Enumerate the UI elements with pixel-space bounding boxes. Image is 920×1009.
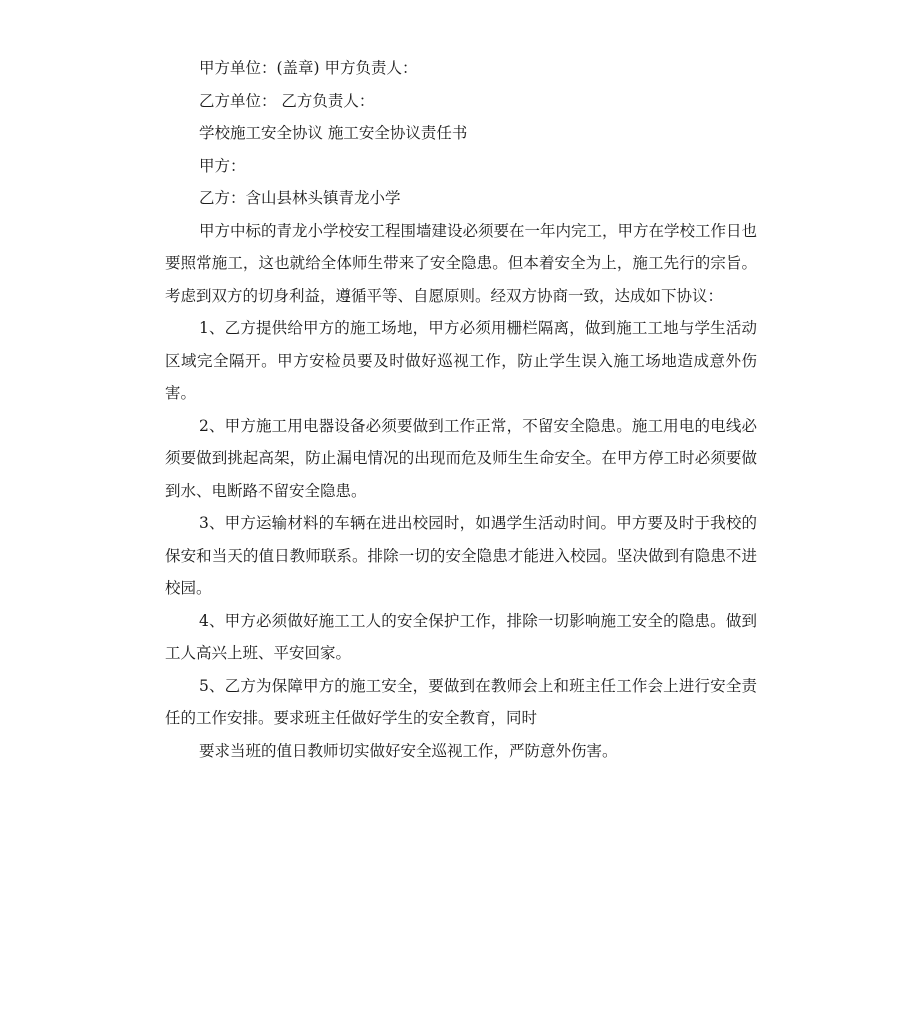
clause-5: 5、乙方为保障甲方的施工安全，要做到在教师会上和班主任工作会上进行安全责任的工作安排。要求班主任做好学生的安全教育，同时 (165, 676, 757, 727)
clause-5-continuation: 要求当班的值日教师切实做好安全巡视工作，严防意外伤害。 (199, 741, 618, 760)
clause-1: 1、乙方提供给甲方的施工场地，甲方必须用栅栏隔离，做到施工工地与学生活动区域完全隔开。甲方安检员要及时做好巡视工作，防止学生误入施工场地造成意外伤害。 (165, 319, 757, 402)
party-b-unit-line: 乙方单位： 乙方负责人： (199, 91, 375, 110)
document-title: 学校施工安全协议 施工安全协议责任书 (199, 124, 468, 142)
document-page (165, 52, 757, 767)
clause-2: 2、甲方施工用电器设备必须要做到工作正常，不留安全隐患。施工用电的电线必须要做到挑起高架，防止漏电情况的出现而危及师生生命安全。在甲方停工时必须要做到水、电断路不留安全隐患。 (165, 416, 757, 500)
party-b-line: 乙方：含山县林头镇青龙小学 (199, 189, 401, 207)
clause-3: 3、甲方运输材料的车辆在进出校园时，如遇学生活动时间。甲方要及时于我校的保安和当天的值日教师联系。排除一切的安全隐患才能进入校园。坚决做到有隐患不进校园。 (165, 514, 757, 597)
clause-4: 4、甲方必须做好施工工人的安全保护工作，排除一切影响施工安全的隐患。做到工人高兴上班、平安回家。 (165, 611, 757, 662)
party-a-unit-line: 甲方单位：(盖章) 甲方负责人： (199, 59, 418, 77)
intro-paragraph: 甲方中标的青龙小学校安工程围墙建设必须要在一年内完工，甲方在学校工作日也要照常施工，这也就给全体师生带来了安全隐患。但本着安全为上，施工先行的宗旨。考虑到双方的切身利益，遵循平等、自愿原则。经双方协商一致，达成如下协议： (165, 221, 758, 305)
party-a-line: 甲方： (199, 156, 246, 175)
